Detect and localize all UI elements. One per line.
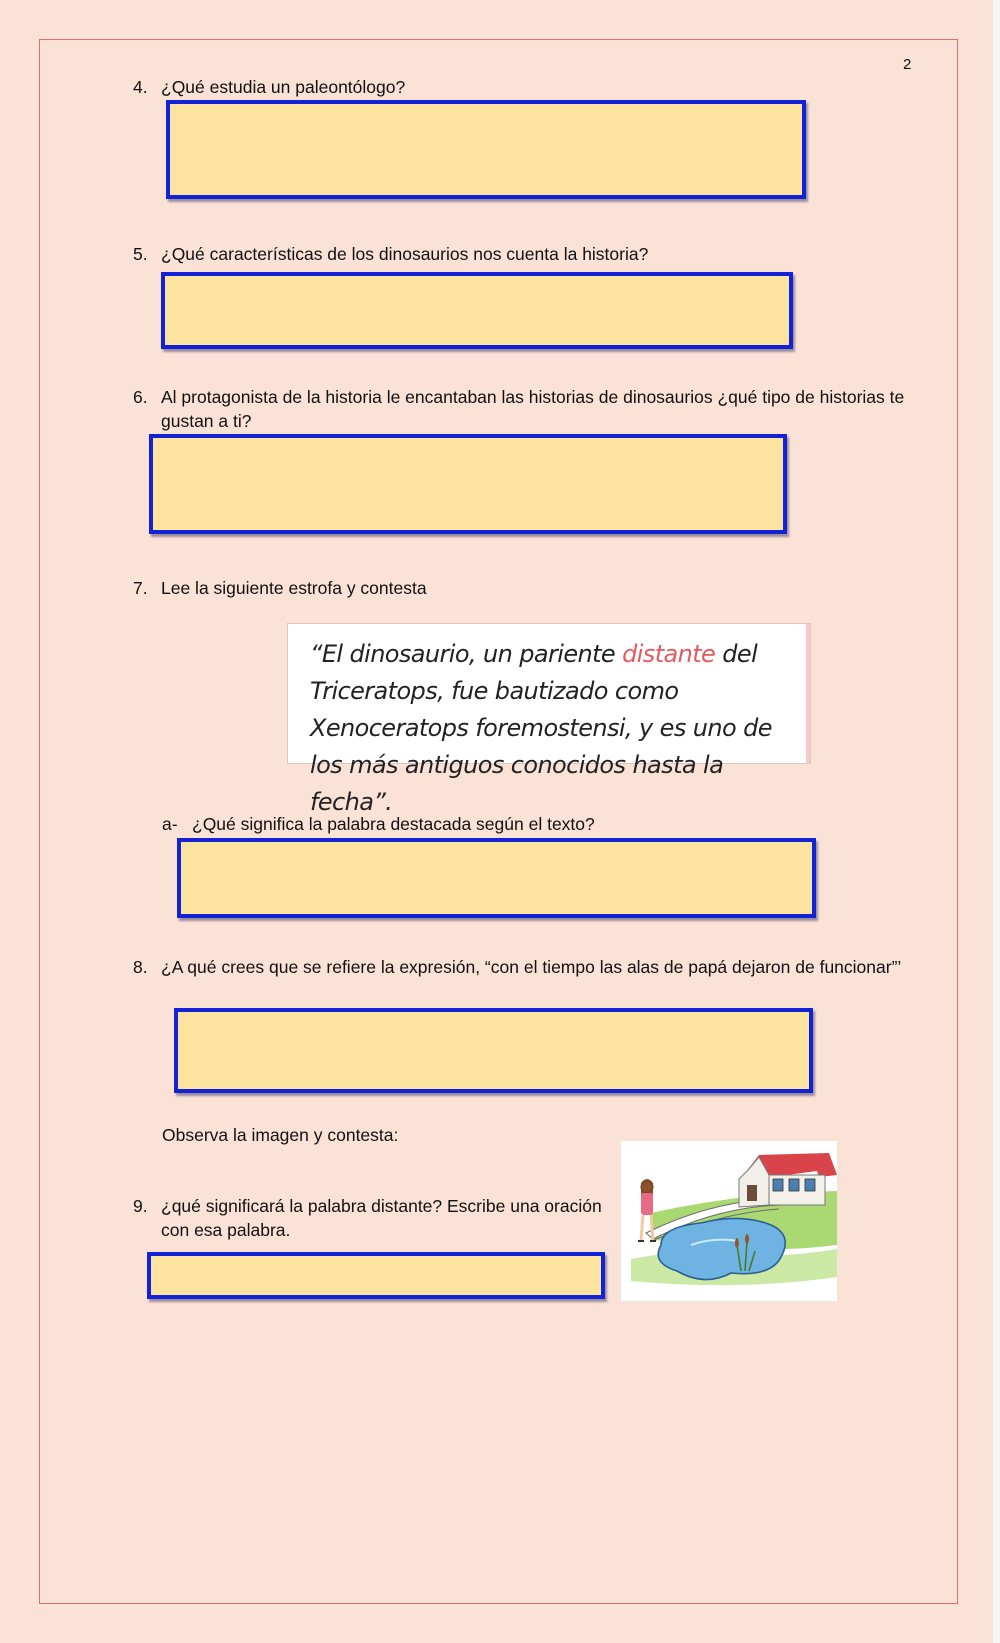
question-4 [133, 75, 913, 99]
question-text: ¿A qué crees que se refiere la expresión, “con el tiempo las alas de papá dejaron de funcionar”’ [161, 957, 902, 977]
quote-text-end: del Triceratops, fue bautizado como Xenoceratops foremostensi, y es uno de los más antiguos conocidos hasta la fecha”. [310, 640, 772, 816]
page-edge [993, 0, 1000, 1643]
observe-instruction: Observa la imagen y contesta: [162, 1125, 399, 1145]
question-number: 7. [133, 578, 148, 598]
question-7 [133, 576, 913, 600]
answer-box-6[interactable] [149, 434, 787, 534]
question-number: 5. [133, 244, 148, 264]
answer-box-5[interactable] [161, 272, 793, 349]
answer-box-9[interactable] [147, 1252, 605, 1299]
question-text: ¿Qué características de los dinosaurios nos cuenta la historia? [161, 244, 649, 264]
question-8 [133, 955, 953, 979]
page-number: 2 [903, 56, 912, 73]
subquestion-a [162, 812, 922, 836]
landscape-illustration [621, 1141, 837, 1301]
question-number: 6. [133, 387, 148, 407]
question-5 [133, 242, 913, 266]
question-6 [133, 385, 933, 433]
question-number: 4. [133, 77, 148, 97]
answer-box-4[interactable] [166, 100, 806, 199]
quote-excerpt [287, 623, 811, 816]
answer-box-7a[interactable] [177, 838, 816, 918]
question-9 [133, 1194, 618, 1242]
question-number: 9. [133, 1196, 148, 1216]
subquestion-label: a- [162, 814, 178, 834]
subquestion-text: ¿Qué significa la palabra destacada según el texto? [192, 814, 595, 834]
house-pond-girl-drawing [621, 1141, 837, 1301]
question-text: Lee la siguiente estrofa y contesta [161, 578, 427, 598]
question-text: ¿Qué estudia un paleontólogo? [161, 77, 406, 97]
highlighted-word: distante [622, 640, 716, 668]
answer-box-8[interactable] [174, 1008, 813, 1093]
question-text: Al protagonista de la historia le encantaban las historias de dinosaurios ¿qué tipo de historias te gustan a ti? [161, 387, 905, 431]
question-number: 8. [133, 957, 148, 977]
quote-text-start: “El dinosaurio, un pariente [310, 640, 623, 668]
question-text: ¿qué significará la palabra distante? Escribe una oración con esa palabra. [161, 1196, 602, 1240]
